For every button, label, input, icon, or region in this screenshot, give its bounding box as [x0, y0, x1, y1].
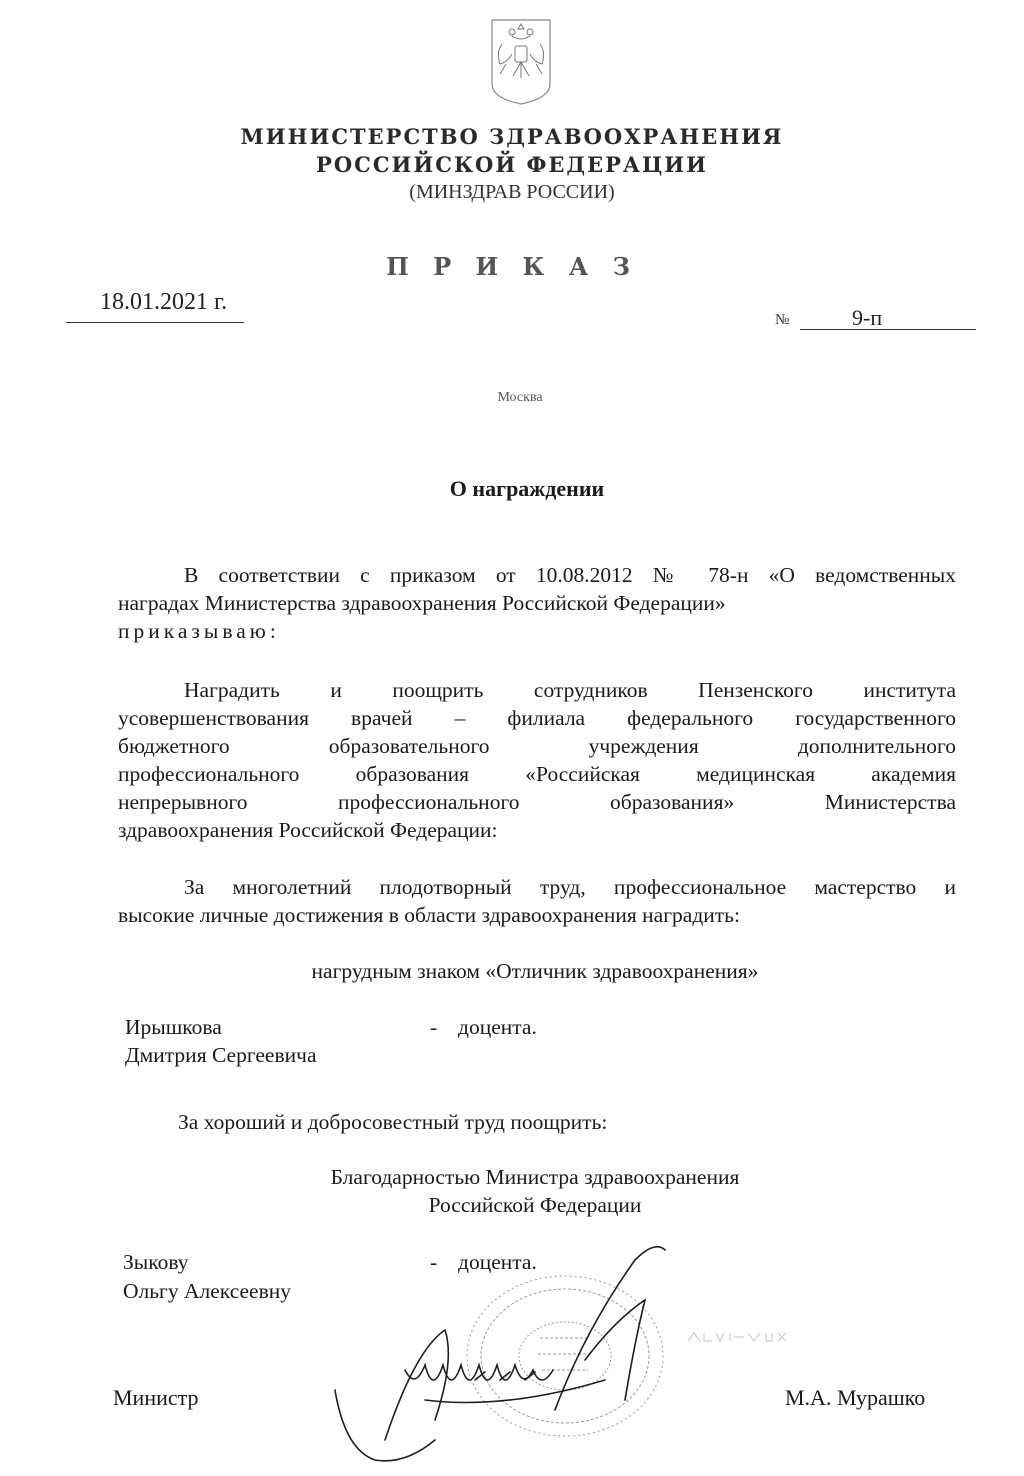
- person1-surname: Ирышкова: [125, 1015, 222, 1039]
- ministry-name-line2: РОССИЙСКОЙ ФЕДЕРАЦИИ: [316, 152, 708, 177]
- signer-name: М.А. Мурашко: [785, 1385, 926, 1410]
- number-sign: №: [775, 312, 790, 328]
- order-word: приказываю:: [118, 619, 280, 643]
- ministry-short-name: (МИНЗДРАВ РОССИИ): [409, 181, 615, 203]
- order-number: 9-п: [852, 305, 883, 330]
- award-line: профессионального образования «Российская медицинская академия: [118, 762, 956, 786]
- award-line: Наградить и поощрить сотрудников Пензенского института: [184, 678, 956, 702]
- signature-icon: [325, 1240, 685, 1470]
- order-title: О награждении: [449, 476, 605, 501]
- badge-award: нагрудным знаком «Отличник здравоохранения»: [311, 959, 759, 983]
- state-emblem-icon: [488, 14, 554, 106]
- gratitude-line-2: Российской Федерации: [428, 1193, 642, 1217]
- award-line: бюджетного образовательного учреждения дополнительного: [118, 734, 956, 758]
- order-date: 18.01.2021 г.: [100, 289, 228, 315]
- city: Москва: [497, 390, 543, 405]
- date-underline: [66, 322, 244, 323]
- merit-paragraph: [118, 873, 956, 929]
- person2-dash: -: [430, 1250, 438, 1274]
- merit-line-2: высокие личные достижения в области здравоохранения наградить:: [118, 903, 740, 927]
- intro-paragraph: [118, 561, 956, 645]
- person1-position: доцента.: [458, 1015, 537, 1039]
- award-line: здравоохранения Российской Федерации:: [118, 818, 498, 842]
- gratitude-line-1: Благодарностью Министра здравоохранения: [330, 1165, 740, 1189]
- person2-surname: Зыкову: [123, 1250, 189, 1274]
- number-underline: [800, 329, 976, 330]
- award-line: непрерывного профессионального образования» Министерства: [118, 790, 956, 814]
- person1-dash: -: [430, 1015, 438, 1039]
- intro-line-1: В соответствии с приказом от 10.08.2012 № 78-н «О ведомственных: [184, 563, 956, 587]
- person1-name: Дмитрия Сергеевича: [125, 1043, 317, 1067]
- ministry-name-line1: МИНИСТЕРСТВО ЗДРАВООХРАНЕНИЯ: [240, 124, 784, 149]
- document-type: П Р И К А З: [386, 252, 638, 281]
- merit-line-1: За многолетний плодотворный труд, профессиональное мастерство и: [184, 875, 956, 899]
- award-line: усовершенствования врачей – филиала федерального государственного: [118, 706, 956, 730]
- stamp-residual-mark: [686, 1331, 796, 1349]
- award-paragraph: [118, 676, 956, 844]
- person2-position: доцента.: [458, 1250, 537, 1274]
- person2-name: Ольгу Алексеевну: [123, 1279, 292, 1303]
- intro-line-2: наградах Министерства здравоохранения Российской Федерации»: [118, 591, 726, 615]
- signer-title: Министр: [113, 1385, 199, 1410]
- good-work-heading: За хороший и добросовестный труд поощрить:: [178, 1110, 608, 1134]
